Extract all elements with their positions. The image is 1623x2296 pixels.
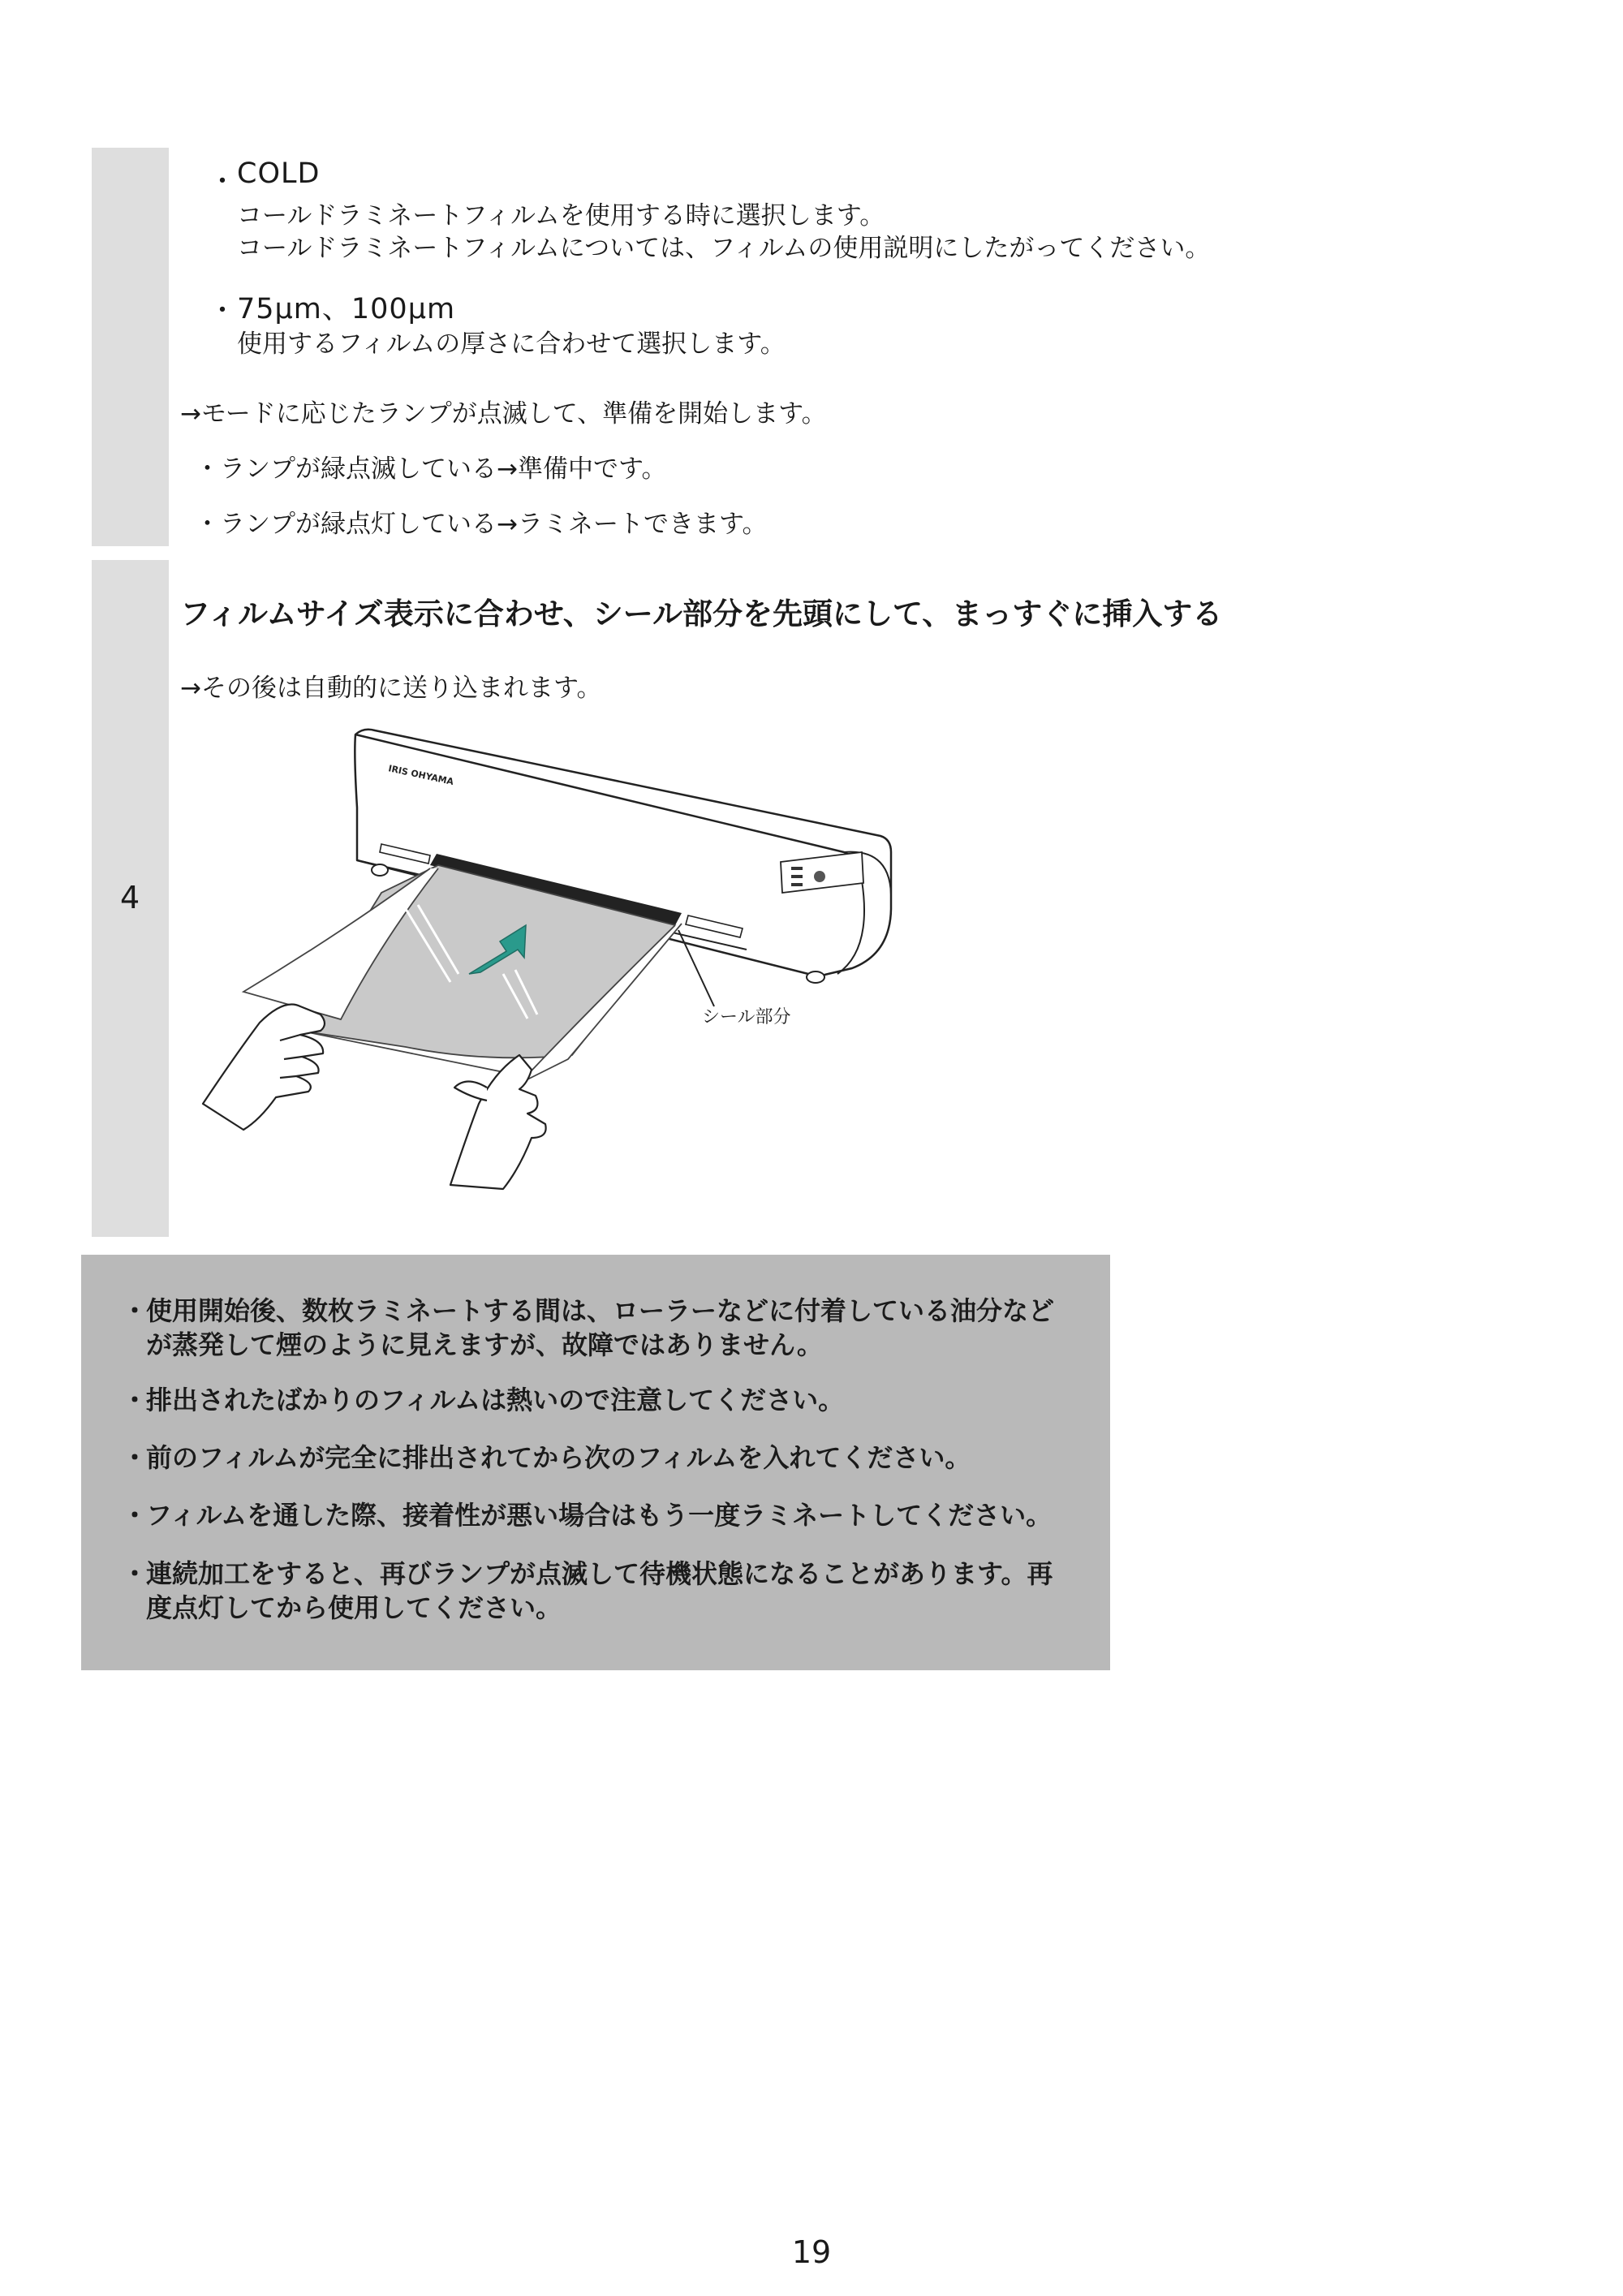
bullet: ・ — [122, 1385, 149, 1415]
bullet: ・ — [122, 1558, 149, 1589]
cold-film-note: コールドラミネートフィルムについては、フィルムの使用説明にしたがってください。 — [237, 234, 1211, 263]
laminator-illustration — [195, 722, 925, 1193]
status-lit: ・ランプが緑点灯している→ラミネートできます。 — [195, 510, 768, 539]
cold-mode-description: コールドラミネートフィルムを使用する時に選択します。 — [237, 201, 885, 230]
note-item — [122, 1383, 1079, 1417]
seal-callout-label: シール部分 — [702, 1007, 791, 1027]
note-text: フィルムを通した際、接着性が悪い場合はもう一度ラミネートしてください。 — [146, 1500, 1053, 1531]
cold-mode-label: COLD — [237, 157, 321, 190]
step3-result: →モードに応じたランプが点滅して、準備を開始します。 — [180, 399, 827, 429]
step4-heading: フィルムサイズ表示に合わせ、シール部分を先頭にして、まっすぐに挿入する — [180, 597, 1223, 631]
bullet: ・ — [209, 295, 236, 327]
bullet: ・ — [122, 1442, 149, 1473]
step4-result: →その後は自動的に送り込まれます。 — [180, 674, 602, 703]
page-number: 19 — [791, 2234, 832, 2270]
laminator-foot — [372, 864, 388, 876]
thickness-mode-description: 使用するフィルムの厚さに合わせて選択します。 — [237, 330, 786, 359]
note-text: 使用開始後、数枚ラミネートする間は、ローラーなどに付着している油分など が蒸発して煙のように見えますが、故障ではありません。 — [146, 1295, 1055, 1360]
status-blinking: ・ランプが緑点滅している→準備中です。 — [195, 454, 667, 484]
note-text: 排出されたばかりのフィルムは熱いので注意してください。 — [146, 1385, 845, 1415]
note-item — [122, 1441, 1079, 1475]
laminator-foot — [807, 971, 824, 983]
bullet: ・ — [122, 1500, 149, 1531]
notes-box — [81, 1255, 1110, 1670]
step-band — [92, 148, 169, 546]
note-text: 前のフィルムが完全に排出されてから次のフィルムを入れてください。 — [146, 1442, 971, 1473]
step-number: 4 — [120, 880, 140, 915]
bullet: ・ — [209, 166, 236, 198]
note-item — [122, 1498, 1079, 1532]
bullet: ・ — [122, 1295, 149, 1326]
note-text: 連続加工をすると、再びランプが点滅して待機状態になることがあります。再 度点灯してから使用してください。 — [146, 1558, 1053, 1623]
note-item — [122, 1294, 1079, 1362]
left-hand — [203, 1005, 325, 1131]
thickness-mode-label: 75μm、100μm — [237, 293, 456, 325]
brand-logo: IRIS OHYAMA — [387, 763, 455, 787]
note-item — [122, 1557, 1079, 1625]
